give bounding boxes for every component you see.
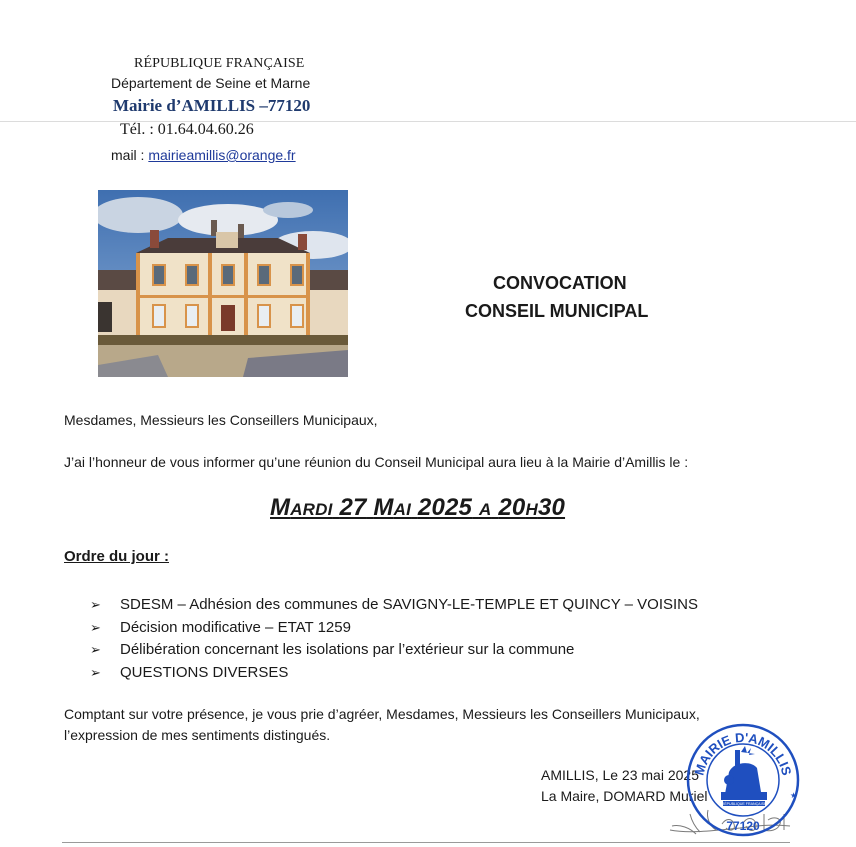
salutation: Mesdames, Messieurs les Conseillers Municipaux, [64,412,378,428]
town-hall-photo [98,190,348,377]
agenda-item-text: Délibération concernant les isolations par l’extérieur sur la commune [120,641,575,658]
meeting-minutes: 30 [537,494,566,521]
arrow-bullet-icon: ➢ [90,597,101,612]
agenda-title: Ordre du jour : [64,548,169,565]
closing-line-1: Comptant sur votre présence, je vous prie d’agréer, Mesdames, Messieurs les Conseillers Municipaux, [64,706,700,722]
title-conseil-municipal: CONSEIL MUNICIPAL [465,301,649,321]
header-republic: RÉPUBLIQUE FRANÇAISE [134,56,305,71]
agenda-item-text: SDESM – Adhésion des communes de SAVIGNY-LE-TEMPLE ET QUINCY – VOISINS [120,596,699,613]
meeting-at: A [478,500,492,519]
arrow-bullet-icon: ➢ [90,664,101,680]
meeting-h: H [525,500,538,519]
meeting-date [270,494,565,522]
meeting-month-rest: AI [393,500,412,519]
meeting-day-number: 27 [339,494,367,521]
svg-text:MAIRIE D'AMILLIS: MAIRIE D'AMILLIS [691,729,795,777]
header-phone: Tél. : 01.64.04.60.26 [120,121,254,138]
closing-line-2: l’expression de mes sentiments distingués. [64,727,331,743]
agenda-item [90,662,698,685]
place-date: AMILLIS, Le 23 mai 2025 [541,767,699,783]
header-department: Département de Seine et Marne [111,75,311,91]
meeting-hour: 20 [498,494,526,521]
header-mairie: Mairie d’AMILLIS –77120 [113,96,311,115]
title-convocation: CONVOCATION [493,273,627,293]
signatory-name: La Maire, DOMARD Muriel [541,788,708,804]
agenda-item [90,594,698,617]
mail-label: mail : [111,147,149,163]
agenda-item [90,617,698,640]
meeting-day-rest: ARDI [290,500,333,519]
agenda-item-text: QUESTIONS DIVERSES [120,663,289,681]
meeting-month-initial: M [373,494,394,521]
arrow-bullet-icon: ➢ [90,642,101,657]
agenda-item-text: Décision modificative – ETAT 1259 [120,618,351,636]
svg-text:RÉPUBLIQUE FRANÇAISE: RÉPUBLIQUE FRANÇAISE [721,802,767,806]
meeting-year: 2025 [417,494,473,521]
mairie-stamp-seal [685,722,801,838]
footer-divider [62,842,790,843]
header-mail [111,147,296,163]
agenda-item [90,639,698,662]
agenda-list [90,594,698,684]
svg-text:★: ★ [790,791,798,800]
mail-link[interactable]: mairieamillis@orange.fr [148,147,296,163]
arrow-bullet-icon: ➢ [90,619,101,635]
svg-text:77120: 77120 [726,819,760,833]
intro-text: J’ai l’honneur de vous informer qu’une réunion du Conseil Municipal aura lieu à la Mairie d’Amillis le : [64,454,689,470]
meeting-day-initial: M [270,494,291,521]
